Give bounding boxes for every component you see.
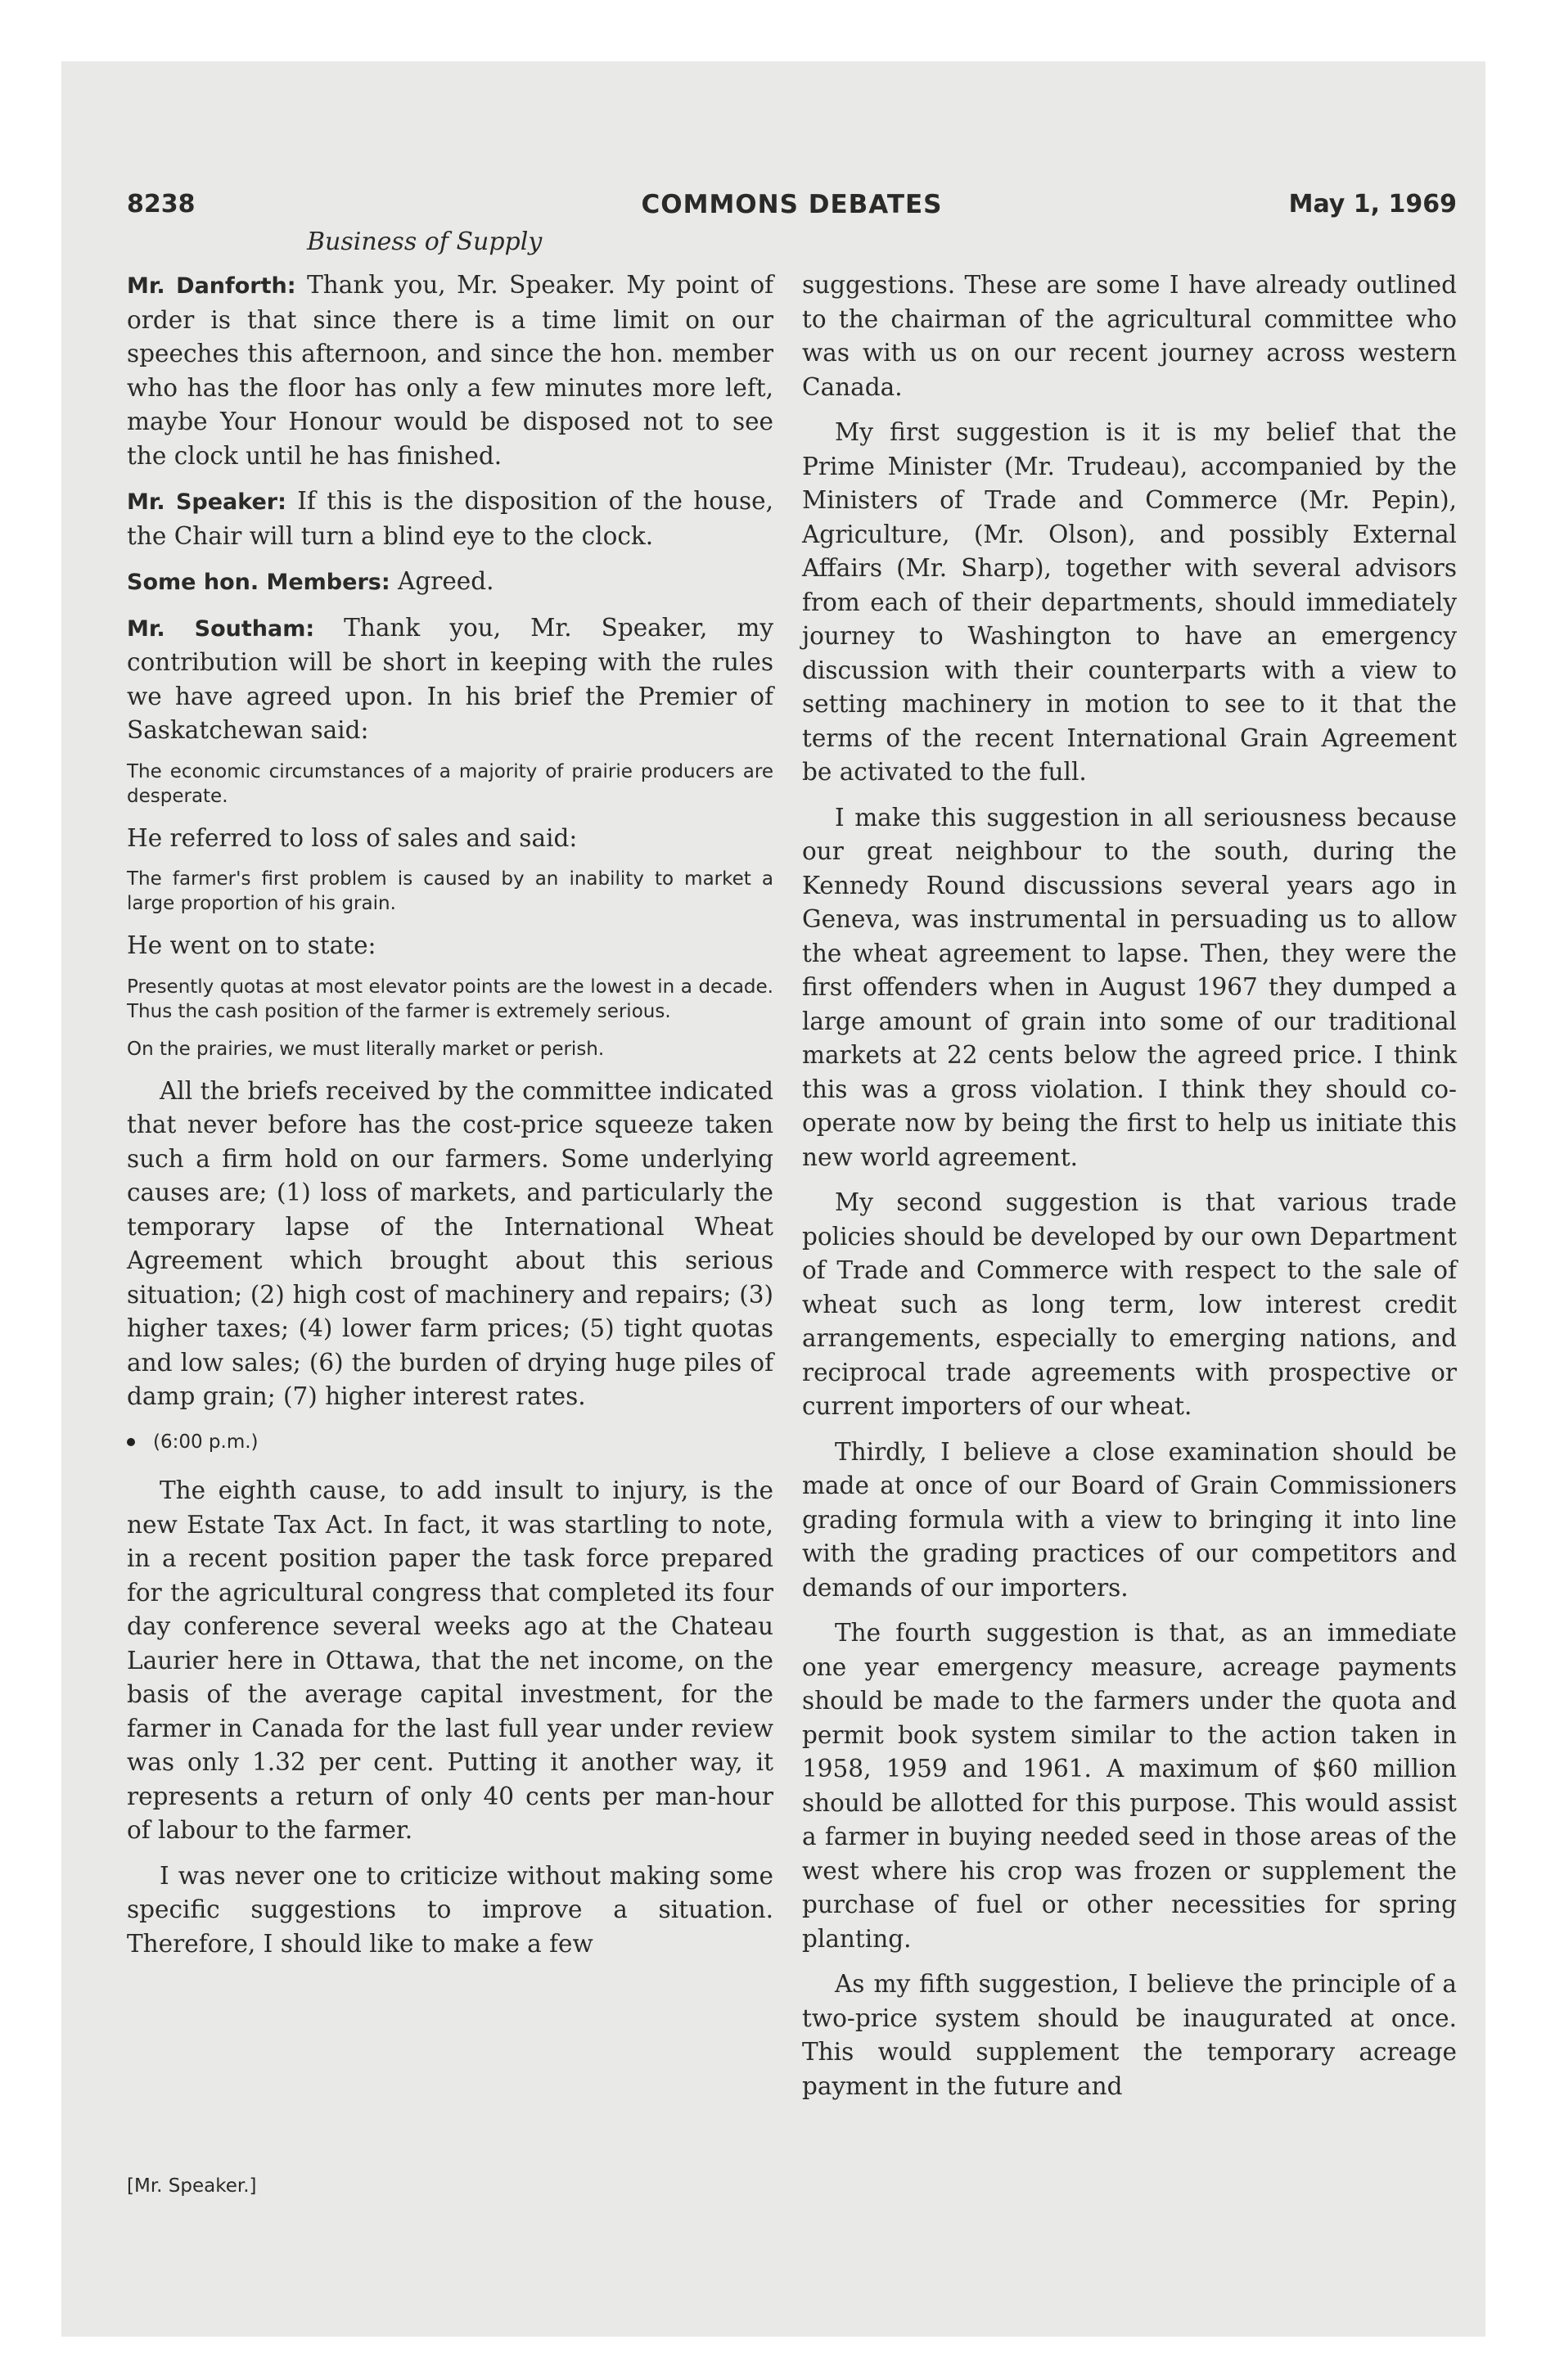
paragraph: As my fifth suggestion, I believe the principle of a two-price system should be inaugurated at once. This would supplement the temporary acreage payment in the future and — [802, 1970, 1457, 2100]
footer-speaker-note: [Mr. Speaker.] — [127, 2175, 257, 2197]
paragraph: The fourth suggestion is that, as an immediate one year emergency measure, acreage payments should be made to the farmers under the quota and permit book system similar to the action taken in 1958, 1959 and 1961. A maximum of $60 million should be allotted for this purpose. This would assist a farmer in buying needed seed in those areas of the west where his crop was frozen or supplement the purchase of fuel or other necessities for spring planting. — [802, 1619, 1457, 1953]
page-number: 8238 — [127, 190, 196, 219]
block-quote: The economic circumstances of a majority of prairie producers are desperate. — [127, 760, 773, 807]
time-text: (6:00 p.m.) — [153, 1431, 259, 1453]
publication-date: May 1, 1969 — [1288, 190, 1457, 219]
paragraph — [127, 485, 773, 553]
paragraph: The eighth cause, to add insult to injury, is the new Estate Tax Act. In fact, it was startling to note, in a recent position paper the task force prepared for the agricultural congress that completed its four day conference several weeks ago at the Chateau Laurier here in Ottawa, that the net income, on the basis of the average capital investment, for the farmer in Canada for the last full year under review was only 1.32 per cent. Putting it another way, it represents a return of only 40 cents per man-hour of labour to the farmer. — [127, 1476, 773, 1844]
paragraph: suggestions. These are some I have already outlined to the chairman of the agricultural committee who was with us on our recent journey across western Canada. — [802, 271, 1457, 401]
paragraph: He went on to state: — [127, 931, 376, 959]
left-column — [127, 268, 773, 1972]
paragraph: I make this suggestion in all seriousness because our great neighbour to the south, during the Kennedy Round discussions several years ago in Geneva, was instrumental in persuading us to allow the wheat agreement to lapse. Then, they were the first offenders when in August 1967 they dumped a large amount of grain into some of our traditional markets at 22 cents below the agreed price. I think this was a gross violation. I think they should co-operate now by being the first to help us initiate this new world agreement. — [802, 803, 1457, 1171]
speaker-name: Some hon. Members: — [127, 570, 390, 595]
speaker-name: Mr. Speaker: — [127, 489, 286, 515]
block-quote: On the prairies, we must literally market or perish. — [127, 1038, 605, 1060]
speaker-name: Mr. Southam: — [127, 615, 315, 642]
paragraph: Thirdly, I believe a close examination should be made at once of our Board of Grain Commissioners grading formula with a view to bringing it into line with the grading practices of our competitors and demands of our importers. — [802, 1437, 1457, 1602]
paragraph: He referred to loss of sales and said: — [127, 823, 578, 852]
right-column — [802, 268, 1457, 2115]
speaker-name: Mr. Danforth: — [127, 273, 296, 299]
paragraph: I was never one to criticize without making some specific suggestions to improve a situation. Therefore, I should like to make a few — [127, 1861, 773, 1958]
speech-text: Thank you, Mr. Speaker. My point of order is that since there is a time limit on our speeches this afternoon, and since the hon. member who has the floor has only a few minutes more left, maybe Your Honour would be disposed not to see the clock until he has finished. — [127, 271, 773, 470]
paragraph: My first suggestion is it is my belief that the Prime Minister (Mr. Trudeau), accompanied by the Ministers of Trade and Commerce (Mr. Pepin), Agriculture, (Mr. Olson), and possibly External Affairs (Mr. Sharp), together with several advisors from each of their departments, should immediately journey to Washington to have an emergency discussion with their counterparts with a view to setting machinery in motion to see to it that the terms of the recent International Grain Agreement be activated to the full. — [802, 418, 1457, 786]
paragraph — [127, 268, 773, 473]
publication-title: COMMONS DEBATES — [641, 190, 943, 219]
speech-text: Thank you, Mr. Speaker, my contribution will be short in keeping with the rules we have agreed upon. In his brief the Premier of Saskatchewan said: — [127, 613, 773, 744]
block-quote: Presently quotas at most elevator points are the lowest in a decade. Thus the cash position of the farmer is extremely serious. — [127, 976, 773, 1022]
block-quote: The farmer's first problem is caused by an inability to market a large proportion of his grain. — [127, 868, 773, 914]
running-subject: Business of Supply — [307, 228, 543, 256]
speech-text: Agreed. — [398, 567, 494, 595]
speech-text: If this is the disposition of the house, the Chair will turn a blind eye to the clock. — [127, 487, 773, 550]
paragraph: My second suggestion is that various trade policies should be developed by our own Department of Trade and Commerce with respect to the sale of wheat such as long term, low interest credit arrangements, especially to emerging nations, and reciprocal trade agreements with prospective or current importers of our wheat. — [802, 1188, 1457, 1420]
paragraph: All the briefs received by the committee indicated that never before has the cost-price squeeze taken such a firm hold on our farmers. Some underlying causes are; (1) loss of markets, and particularly the temporary lapse of the International Wheat Agreement which brought about this serious situation; (2) high cost of machinery and repairs; (3) higher taxes; (4) lower farm prices; (5) tight quotas and low sales; (6) the burden of drying huge piles of damp grain; (7) higher interest rates. — [127, 1076, 773, 1410]
bullet-icon — [127, 1438, 135, 1446]
paragraph — [127, 565, 773, 600]
paragraph — [127, 611, 773, 748]
time-marker — [127, 1426, 773, 1460]
